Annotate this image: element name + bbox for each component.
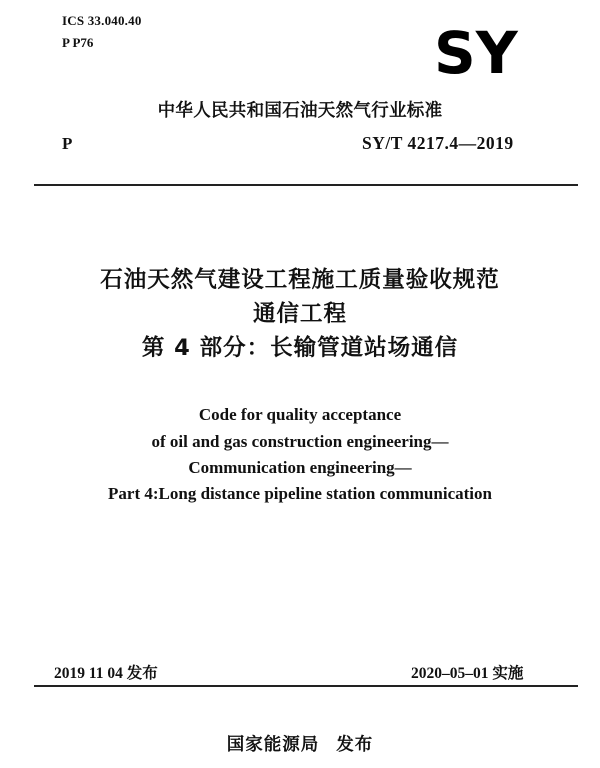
- issue-date: 2019 11 04 发布: [54, 665, 158, 682]
- title-cn-line-2: 通信工程: [252, 301, 347, 327]
- bottom-divider: [34, 685, 578, 687]
- title-en-line-4: Part 4:Long distance pipeline station communication: [108, 484, 492, 503]
- publisher: 国家能源局 发布: [226, 735, 374, 755]
- title-cn-line-1: 石油天然气建设工程施工质量验收规范: [100, 267, 500, 293]
- title-en-line-2: of oil and gas construction engineering—: [151, 432, 449, 451]
- implementation-date: 2020–05–01 实施: [411, 665, 524, 682]
- top-divider: [34, 184, 578, 186]
- category-letter: P: [62, 134, 73, 153]
- standard-number: SY/T 4217.4—2019: [362, 133, 514, 153]
- classification-code: P P76: [62, 35, 94, 50]
- title-cn-line-3: 第 4 部分：长输管道站场通信: [141, 335, 459, 361]
- ics-code: ICS 33.040.40: [62, 13, 142, 28]
- sy-logo: SY: [434, 19, 518, 87]
- title-en-line-1: Code for quality acceptance: [198, 405, 402, 424]
- title-en-line-3: Communication engineering—: [188, 458, 412, 477]
- industry-standard-heading: 中华人民共和国石油天然气行业标准: [157, 101, 443, 121]
